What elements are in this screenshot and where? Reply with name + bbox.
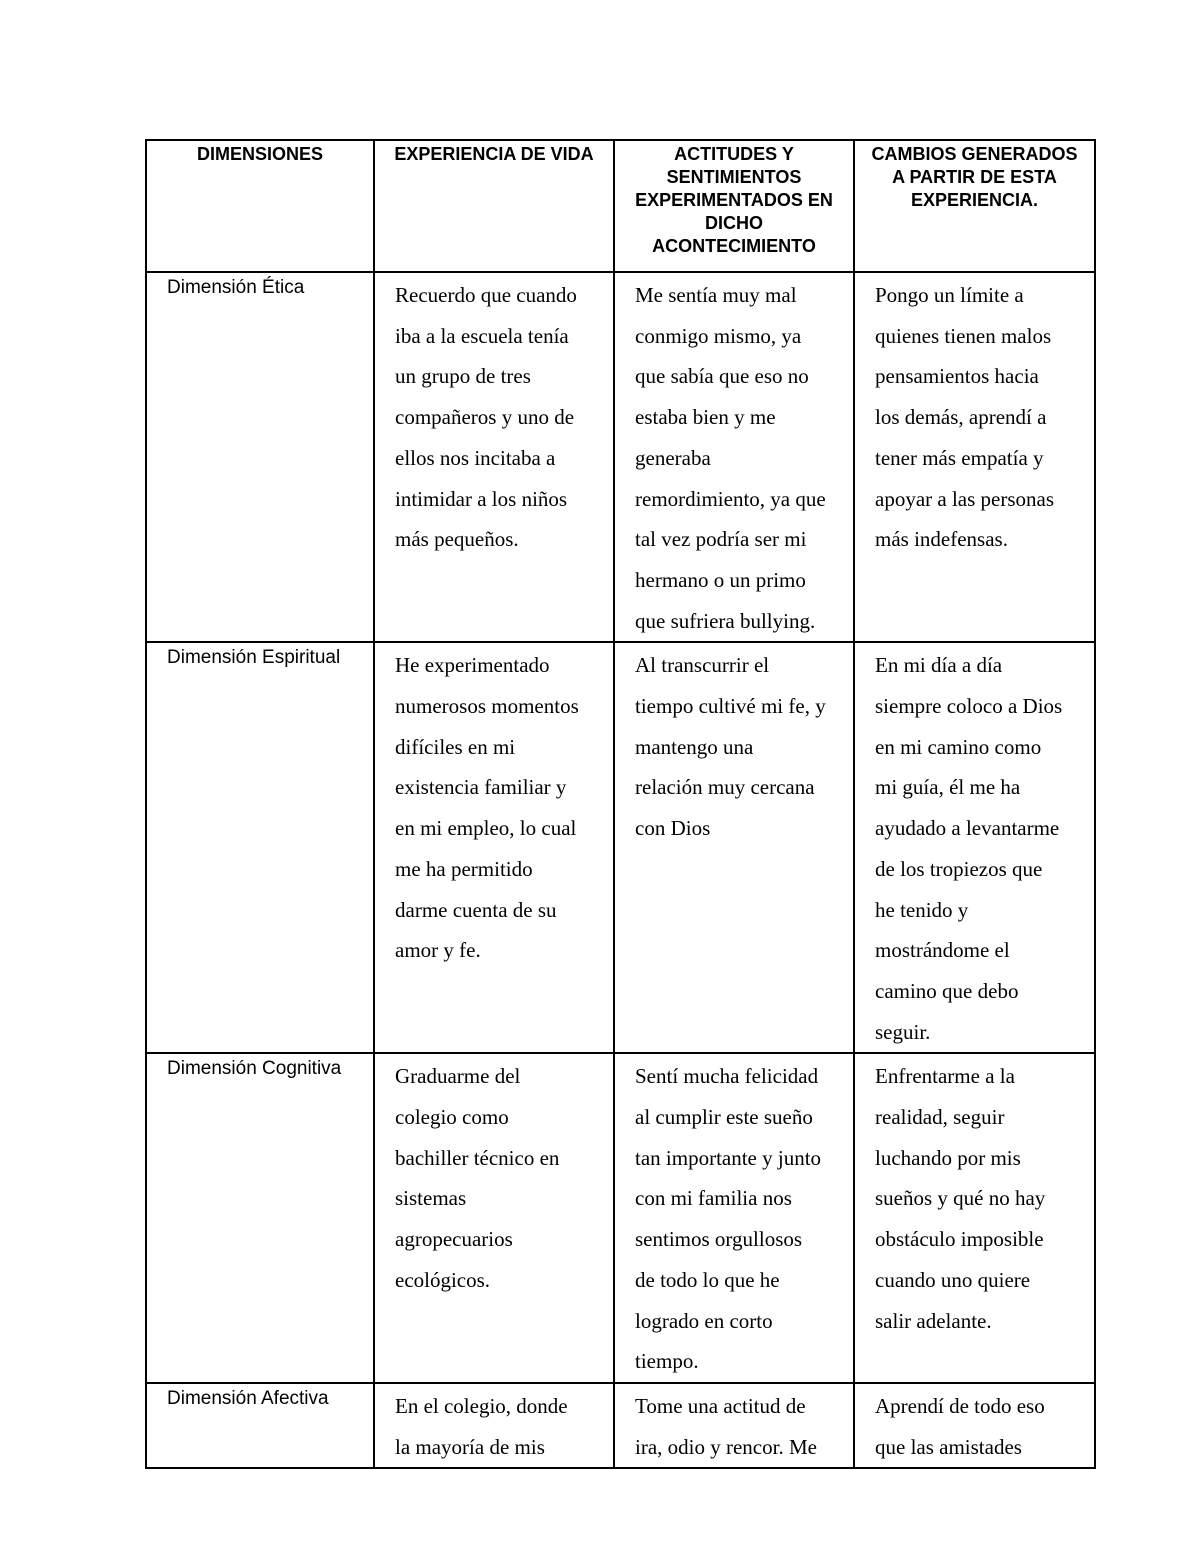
experiencia-cell: Recuerdo que cuando iba a la escuela tenía un grupo de tres compañeros y uno de ellos nos incitaba a intimidar a los niños más pequeños. — [374, 272, 614, 642]
header-row — [146, 140, 1095, 272]
cambios-cell: En mi día a día siempre coloco a Dios en mi camino como mi guía, él me ha ayudado a levantarme de los tropiezos que he tenido y mostrándome el camino que debo seguir. — [854, 642, 1095, 1053]
actitudes-cell: Sentí mucha felicidad al cumplir este sueño tan importante y junto con mi familia nos sentimos orgullosos de todo lo que he logrado en corto tiempo. — [614, 1053, 854, 1383]
dimension-cell: Dimensión Afectiva — [146, 1383, 374, 1468]
header-dimensiones: DIMENSIONES — [146, 140, 374, 272]
dimension-cell: Dimensión Ética — [146, 272, 374, 642]
actitudes-cell: Al transcurrir el tiempo cultivé mi fe, y mantengo una relación muy cercana con Dios — [614, 642, 854, 1053]
experience-table — [145, 139, 1096, 1469]
table-row — [146, 1383, 1095, 1468]
cambios-cell: Pongo un límite a quienes tienen malos pensamientos hacia los demás, aprendí a tener más empatía y apoyar a las personas más indefensas. — [854, 272, 1095, 642]
experiencia-cell: He experimentado numerosos momentos difíciles en mi existencia familiar y en mi empleo, lo cual me ha permitido darme cuenta de su amor y fe. — [374, 642, 614, 1053]
dimension-cell: Dimensión Espiritual — [146, 642, 374, 1053]
cambios-cell: Aprendí de todo eso que las amistades — [854, 1383, 1095, 1468]
actitudes-cell: Me sentía muy mal conmigo mismo, ya que sabía que eso no estaba bien y me generaba remordimiento, ya que tal vez podría ser mi hermano o un primo que sufriera bullying. — [614, 272, 854, 642]
experiencia-cell: En el colegio, donde la mayoría de mis — [374, 1383, 614, 1468]
table-row — [146, 272, 1095, 642]
table-row — [146, 642, 1095, 1053]
header-experiencia: EXPERIENCIA DE VIDA — [374, 140, 614, 272]
cambios-cell: Enfrentarme a la realidad, seguir luchando por mis sueños y qué no hay obstáculo imposible cuando uno quiere salir adelante. — [854, 1053, 1095, 1383]
header-actitudes: ACTITUDES Y SENTIMIENTOS EXPERIMENTADOS EN DICHO ACONTECIMIENTO — [614, 140, 854, 272]
actitudes-cell: Tome una actitud de ira, odio y rencor. Me — [614, 1383, 854, 1468]
table-row — [146, 1053, 1095, 1383]
dimension-cell: Dimensión Cognitiva — [146, 1053, 374, 1383]
header-cambios: CAMBIOS GENERADOS A PARTIR DE ESTA EXPERIENCIA. — [854, 140, 1095, 272]
experiencia-cell: Graduarme del colegio como bachiller técnico en sistemas agropecuarios ecológicos. — [374, 1053, 614, 1383]
